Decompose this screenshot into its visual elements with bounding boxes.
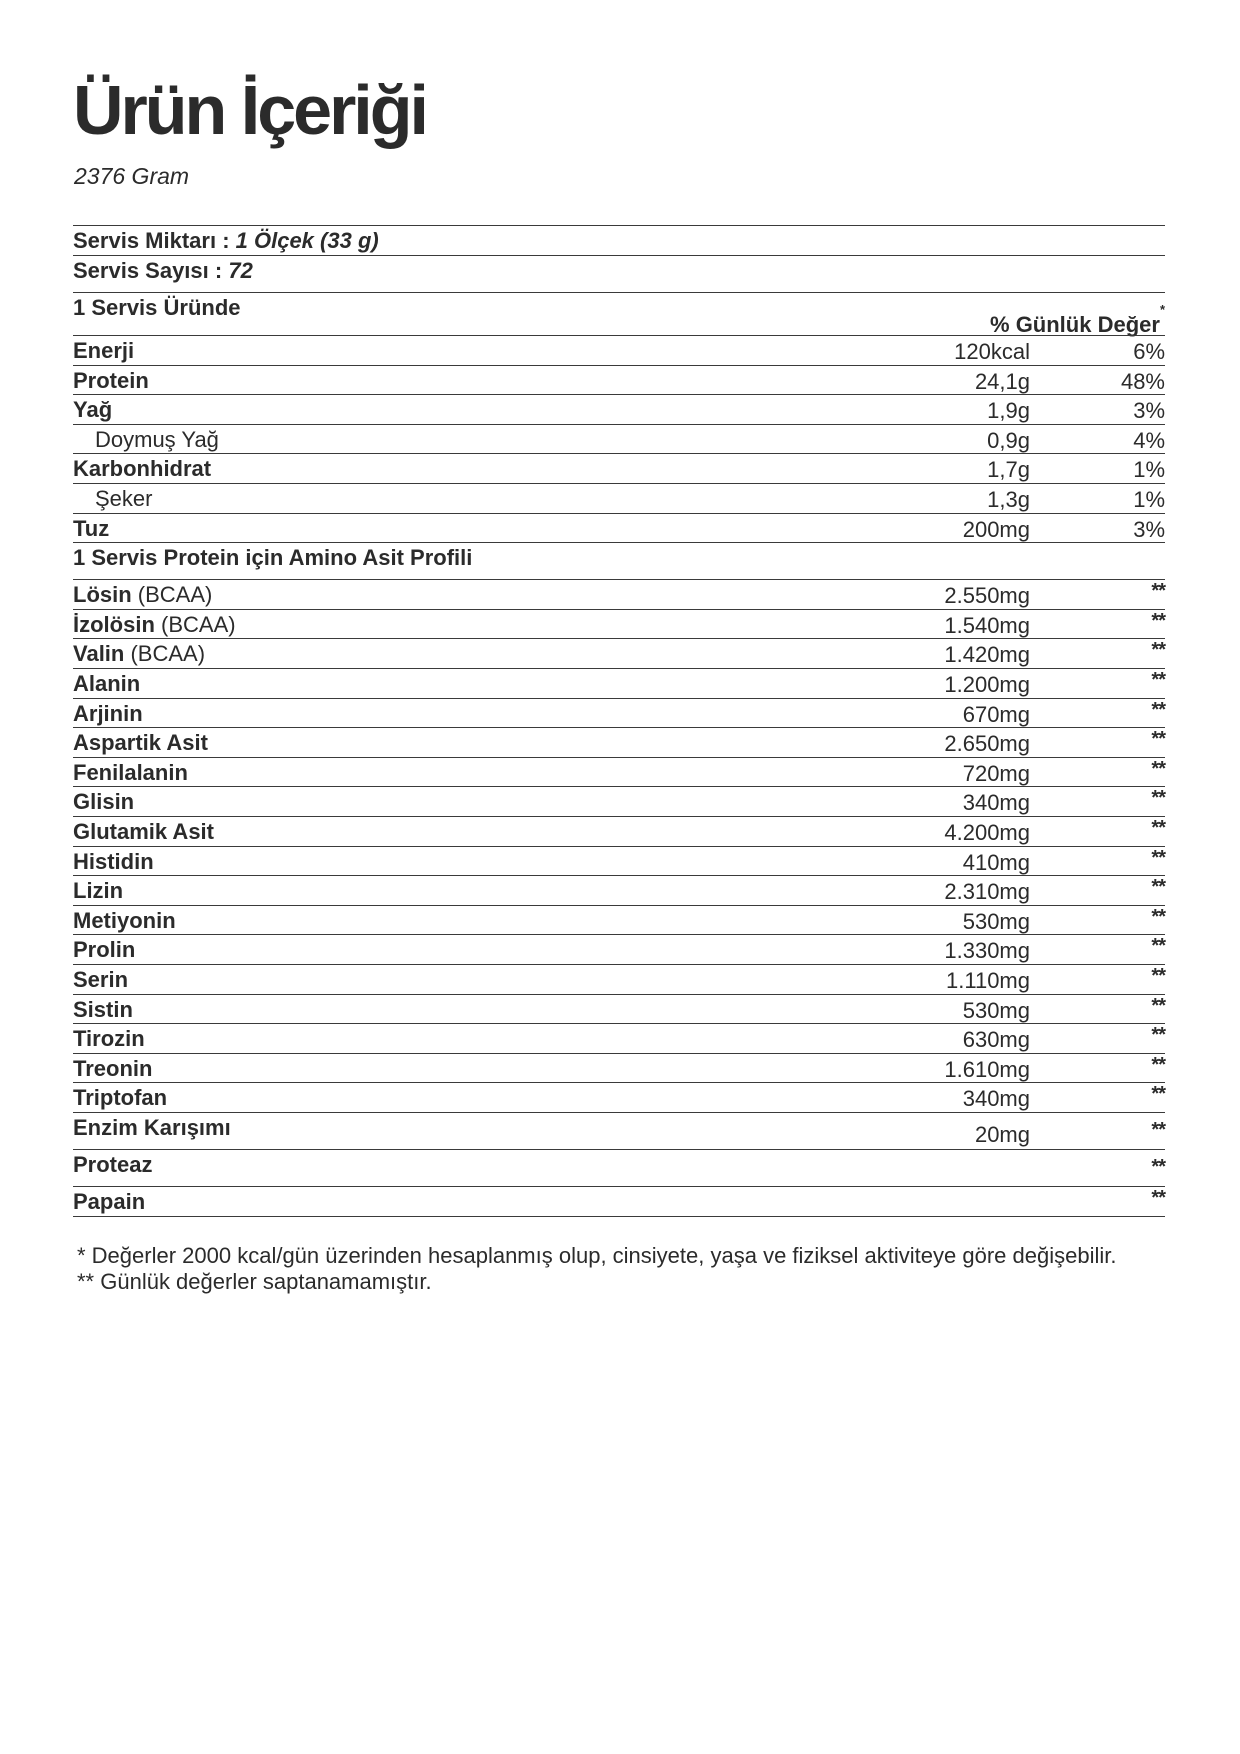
per-serving-heading: 1 Servis Üründe: [73, 295, 241, 321]
nutrient-daily-value: 6%: [1133, 339, 1165, 365]
amino-row: [73, 727, 1165, 757]
amino-daily-value: **: [1151, 580, 1165, 603]
footnote-daily-value: * Değerler 2000 kcal/gün üzerinden hesaplanmış olup, cinsiyete, yaşa ve fiziksel aktiviteye göre değişebilir.: [77, 1243, 1117, 1268]
amino-amount: 1.200mg: [944, 672, 1030, 698]
enzyme-blend-row: [73, 1112, 1165, 1149]
amino-daily-value: **: [1151, 1083, 1165, 1106]
amino-type: (BCAA): [154, 611, 236, 637]
amino-label: [73, 671, 140, 697]
nutrient-amount: 200mg: [962, 516, 1030, 542]
nutrient-amount: 0,9g: [987, 427, 1030, 453]
amino-name: Aspartik Asit: [73, 730, 208, 756]
nutrient-row: [73, 453, 1165, 483]
enzyme-blend-name: Enzim Karışımı: [73, 1114, 231, 1140]
amino-row: [73, 875, 1165, 905]
amino-amount: 1.420mg: [944, 642, 1030, 668]
amino-name: Metiyonin: [73, 907, 176, 933]
amino-daily-value: **: [1151, 669, 1165, 692]
nutrient-row: [73, 335, 1165, 365]
amino-daily-value: **: [1151, 846, 1165, 869]
nutrient-daily-value: 3%: [1133, 516, 1165, 542]
amino-label: [73, 878, 123, 904]
amino-row: [73, 964, 1165, 994]
amino-name: Glutamik Asit: [73, 819, 214, 844]
amino-daily-value: **: [1151, 787, 1165, 810]
amino-amount: 630mg: [962, 1027, 1030, 1053]
enzyme-daily-value: **: [1151, 1155, 1165, 1178]
nutrient-name: Doymuş Yağ: [95, 426, 219, 452]
serving-size-value: 1 Ölçek (33 g): [235, 228, 379, 253]
amino-amount: 1.610mg: [944, 1056, 1030, 1082]
enzyme-name: Proteaz: [73, 1151, 153, 1177]
serving-count-label: Servis Sayısı :: [73, 257, 223, 283]
amino-name: Tirozin: [73, 1026, 145, 1052]
amino-daily-value: **: [1151, 817, 1165, 839]
amino-amount: 340mg: [962, 1086, 1030, 1112]
amino-label: [73, 582, 212, 608]
amino-row: [73, 934, 1165, 964]
nutrient-name: Şeker: [95, 486, 153, 512]
nutrient-amount: 24,1g: [974, 368, 1030, 394]
amino-amount: 410mg: [962, 849, 1030, 875]
nutrient-amount: 120kcal: [954, 339, 1030, 365]
amino-profile-heading: 1 Servis Protein için Amino Asit Profili: [73, 545, 473, 571]
nutrition-table: [73, 225, 1165, 1217]
footnote-not-established: ** Günlük değerler saptanamamıştır.: [77, 1269, 432, 1294]
nutrient-row: [73, 424, 1165, 454]
amino-amount: 1.110mg: [946, 967, 1030, 993]
table-bottom-divider: [73, 1216, 1165, 1217]
amino-name: Triptofan: [73, 1085, 168, 1111]
nutrient-row: [73, 513, 1165, 543]
page-title: Ürün İçeriği: [73, 71, 426, 149]
amino-row: [73, 609, 1165, 639]
amino-label: [73, 1056, 152, 1082]
nutrient-daily-value: 1%: [1133, 457, 1165, 483]
amino-daily-value: **: [1151, 964, 1165, 987]
amino-row: [73, 786, 1165, 816]
nutrient-daily-value: 48%: [1120, 368, 1165, 394]
amino-row: [73, 905, 1165, 935]
amino-label: [73, 849, 154, 875]
amino-row: [73, 1053, 1165, 1083]
amino-label: [73, 997, 133, 1023]
amino-name: Fenilalanin: [73, 759, 188, 785]
amino-daily-value: **: [1151, 1053, 1165, 1076]
nutrient-amount: 1,9g: [987, 398, 1030, 424]
serving-size-label: Servis Miktarı :: [73, 228, 230, 253]
amino-row: [73, 579, 1165, 609]
amino-label: [73, 1085, 167, 1111]
amino-label: [73, 967, 128, 993]
amino-amount: 2.550mg: [944, 583, 1030, 609]
nutrient-rows: [73, 335, 1165, 542]
enzyme-name: Papain: [73, 1189, 146, 1215]
nutrient-row: [73, 483, 1165, 513]
amino-daily-value: **: [1151, 728, 1165, 751]
nutrient-name: Tuz: [73, 515, 110, 541]
enzyme-row: [73, 1149, 1165, 1187]
amino-row: [73, 846, 1165, 876]
nutrient-daily-value: 1%: [1133, 487, 1165, 513]
nutrient-name: Yağ: [73, 397, 113, 423]
nutrient-amount: 1,7g: [987, 457, 1030, 483]
amino-type: (BCAA): [131, 582, 213, 608]
amino-name: Histidin: [73, 848, 154, 874]
amino-row: [73, 668, 1165, 698]
amino-amount: 2.650mg: [944, 731, 1030, 757]
amino-daily-value: **: [1151, 994, 1165, 1017]
nutrient-amount: 1,3g: [987, 487, 1030, 513]
footnotes: [77, 1243, 1116, 1295]
amino-daily-value: **: [1151, 1024, 1165, 1047]
amino-row: [73, 757, 1165, 787]
amino-label: [73, 760, 188, 786]
amino-label: [73, 612, 236, 638]
enzyme-blend-amount: 20mg: [974, 1121, 1030, 1147]
amino-name: Prolin: [73, 937, 136, 963]
amino-amount: 530mg: [962, 908, 1030, 934]
nutrient-name: Protein: [73, 367, 149, 393]
amino-header-row: [73, 542, 1165, 579]
amino-name: Valin: [73, 641, 125, 667]
amino-name: Sistin: [73, 996, 133, 1022]
enzyme-daily-value: **: [1151, 1187, 1165, 1210]
amino-label: [73, 789, 134, 815]
amino-row: [73, 1082, 1165, 1112]
amino-amount: 720mg: [962, 760, 1030, 786]
amino-row: [73, 1023, 1165, 1053]
amino-row: [73, 994, 1165, 1024]
amino-label: [73, 641, 205, 667]
package-weight: 2376 Gram: [74, 163, 190, 189]
amino-label: [73, 730, 208, 756]
amino-label: [73, 1026, 145, 1052]
daily-value-heading: % Günlük Değer*: [990, 302, 1165, 338]
serving-count-row: [73, 255, 1165, 293]
amino-daily-value: **: [1151, 876, 1165, 899]
amino-amount: 340mg: [962, 790, 1030, 816]
amino-name: Glisin: [73, 789, 135, 815]
amino-row: [73, 816, 1165, 846]
amino-daily-value: **: [1151, 757, 1165, 780]
amino-daily-value: **: [1151, 639, 1165, 662]
serving-size-row: [73, 225, 1165, 255]
amino-type: (BCAA): [124, 641, 206, 667]
amino-row: [73, 638, 1165, 668]
amino-name: Lösin: [73, 582, 132, 608]
serving-count-value: 72: [228, 257, 253, 283]
nutrition-header-row: [73, 292, 1165, 338]
nutrient-row: [73, 394, 1165, 424]
amino-daily-value: **: [1151, 609, 1165, 632]
amino-amount: 1.540mg: [944, 612, 1030, 638]
amino-name: Arjinin: [73, 700, 143, 726]
amino-amount: 2.310mg: [944, 879, 1030, 905]
amino-label: [73, 908, 176, 934]
amino-daily-value: **: [1151, 905, 1165, 928]
amino-name: İzolösin: [73, 611, 155, 637]
amino-label: [73, 937, 135, 963]
enzyme-rows: [73, 1149, 1165, 1216]
nutrient-daily-value: 3%: [1133, 398, 1165, 424]
amino-name: Alanin: [73, 671, 141, 697]
enzyme-row: [73, 1186, 1165, 1216]
amino-name: Lizin: [73, 878, 124, 904]
amino-daily-value: **: [1151, 698, 1165, 721]
nutrient-name: Karbonhidrat: [73, 456, 212, 482]
amino-name: Serin: [73, 966, 129, 992]
amino-amount: 4.200mg: [944, 820, 1030, 845]
amino-daily-value: **: [1151, 935, 1165, 958]
daily-value-footnote-mark: *: [1159, 302, 1165, 318]
amino-label: [73, 819, 214, 845]
amino-amount: 530mg: [962, 997, 1030, 1023]
amino-amount: 670mg: [962, 701, 1030, 727]
nutrient-row: [73, 365, 1165, 395]
nutrient-daily-value: 4%: [1133, 427, 1165, 453]
nutrient-name: Enerji: [73, 338, 135, 364]
amino-rows: [73, 579, 1165, 1112]
amino-row: [73, 698, 1165, 728]
amino-label: [73, 701, 143, 727]
amino-name: Treonin: [73, 1055, 153, 1081]
amino-amount: 1.330mg: [944, 938, 1030, 964]
enzyme-blend-daily-value: **: [1151, 1118, 1165, 1141]
